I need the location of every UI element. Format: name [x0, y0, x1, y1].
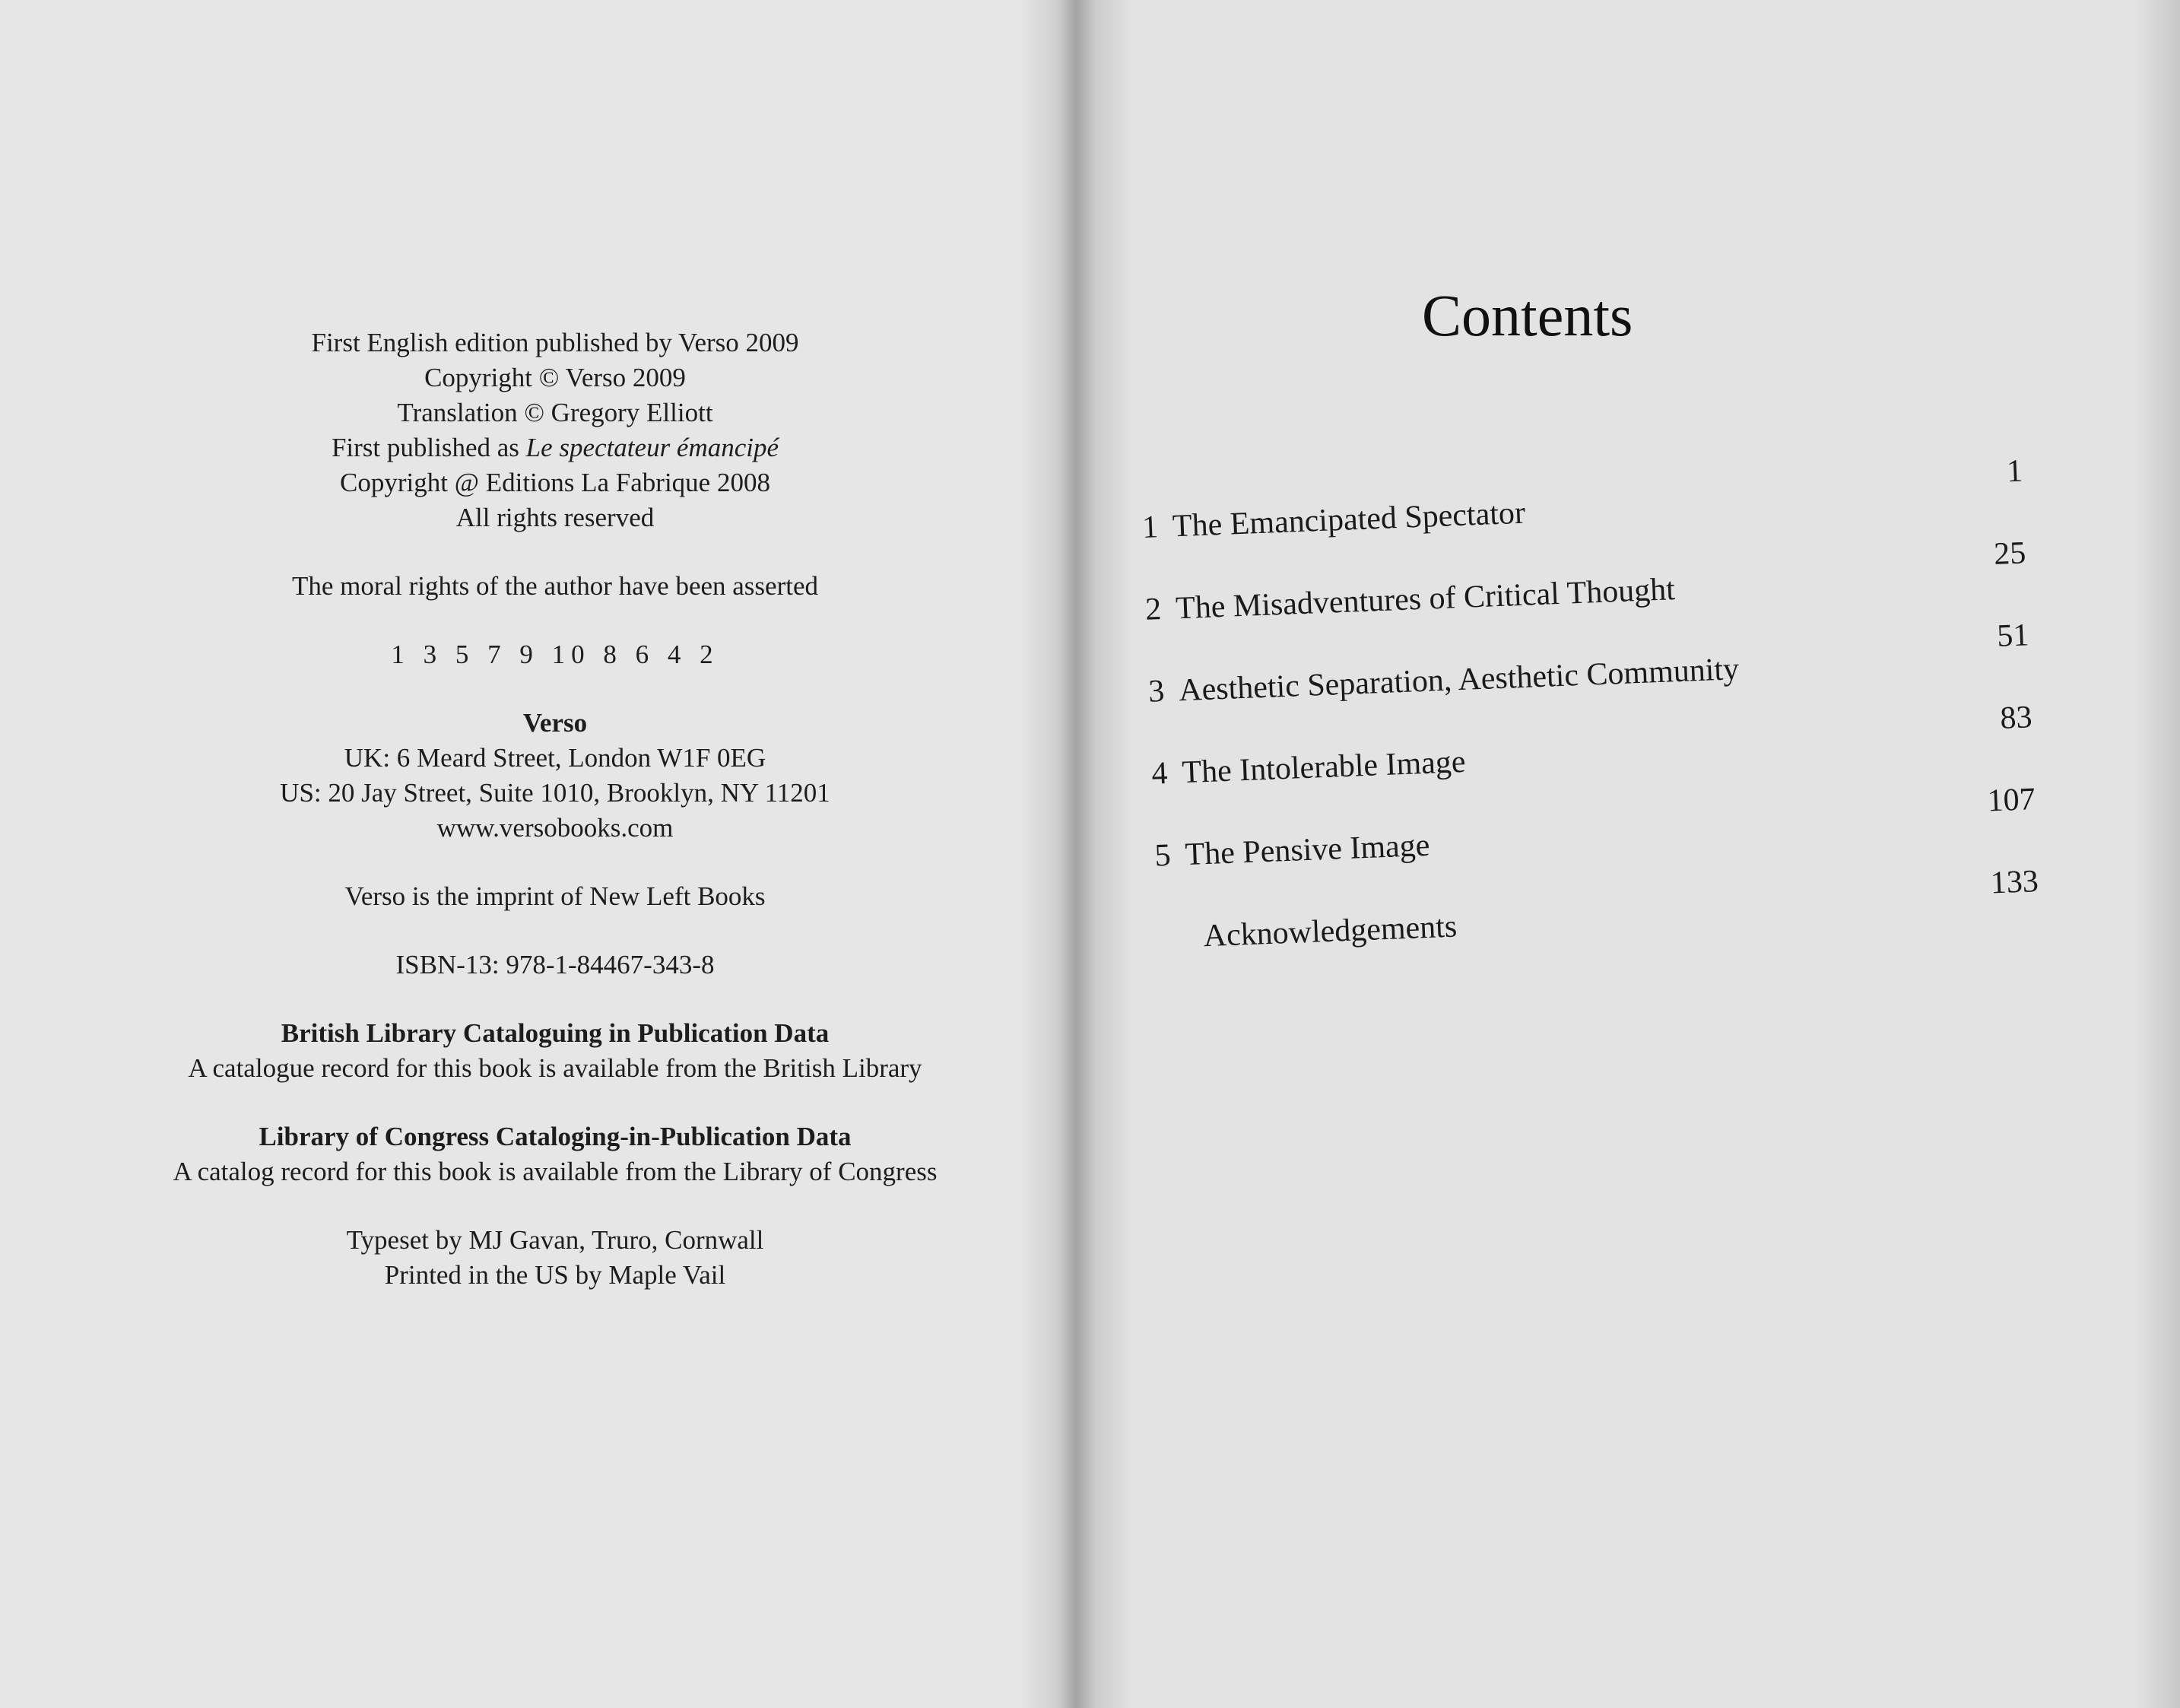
printing-line-block: [99, 637, 1011, 672]
toc-entry-page: 1: [2006, 453, 2023, 490]
isbn-block: [99, 948, 1011, 983]
website: www.versobooks.com: [436, 813, 674, 843]
toc-entry-title: The Emancipated Spectator: [1172, 495, 1526, 544]
moral-rights-block: [99, 569, 1011, 604]
typeset-line: Typeset by MJ Gavan, Truro, Cornwall: [346, 1225, 764, 1255]
imprint-note-block: [99, 879, 1011, 914]
loc-heading: Library of Congress Cataloging-in-Publication Data: [259, 1122, 852, 1151]
toc-entry-number: 2: [1144, 592, 1163, 627]
publisher-name: Verso: [522, 708, 588, 738]
printing-line: 1 3 5 7 9 10 8 6 4 2: [391, 640, 719, 669]
edition-block: [99, 325, 1011, 535]
first-published-line: [99, 430, 1011, 465]
toc-entry-title: The Misadventures of Critical Thought: [1175, 572, 1676, 627]
toc-entry-title: The Pensive Image: [1184, 827, 1431, 873]
printed-line: Printed in the US by Maple Vail: [384, 1260, 726, 1290]
toc-entry-page: 51: [1996, 617, 2030, 654]
toc-entry-page: 25: [1993, 535, 2027, 572]
copyright-line: Copyright © Verso 2009: [424, 363, 686, 392]
contents-title: Contents: [1422, 282, 1633, 348]
production-block: [99, 1223, 1011, 1293]
bl-heading: British Library Cataloguing in Publication Data: [281, 1018, 830, 1048]
publisher-block: [99, 706, 1011, 846]
isbn: ISBN-13: 978-1-84467-343-8: [395, 950, 715, 979]
copyright-page: [0, 0, 1057, 1708]
first-published-prefix: First published as: [331, 433, 526, 462]
toc-entry-number: 1: [1141, 510, 1159, 545]
toc-entry-page: 83: [1999, 700, 2033, 736]
address-us: US: 20 Jay Street, Suite 1010, Brooklyn, NY 11201: [280, 778, 830, 808]
toc-entry-title: Acknowledgements: [1202, 909, 1458, 954]
toc-entry-page: 107: [1986, 782, 2036, 819]
imprint-note: Verso is the imprint of New Left Books: [344, 881, 766, 911]
british-library-block: [99, 1016, 1011, 1086]
toc-entry-title: Aesthetic Separation, Aesthetic Community: [1178, 651, 1740, 709]
toc-entry-title: The Intolerable Image: [1181, 744, 1467, 791]
toc-entry-number: 4: [1150, 755, 1169, 792]
translation-line: Translation © Gregory Elliott: [397, 398, 713, 427]
toc-entry-number: 3: [1147, 674, 1166, 710]
address-uk: UK: 6 Meard Street, London W1F 0EG: [344, 743, 766, 773]
table-of-contents: [1141, 452, 2041, 979]
moral-rights-line: The moral rights of the author have been asserted: [292, 571, 818, 601]
toc-entry-page: 133: [1989, 864, 2039, 901]
bl-text: A catalogue record for this book is available from the British Library: [188, 1053, 922, 1083]
page-edge-shadow: [2134, 0, 2180, 1708]
copyright-fr-line: Copyright @ Editions La Fabrique 2008: [340, 468, 770, 497]
loc-text: A catalog record for this book is available from the Library of Congress: [173, 1157, 938, 1186]
library-of-congress-block: [99, 1119, 1011, 1189]
edition-line: First English edition published by Verso 2009: [311, 328, 799, 357]
rights-line: All rights reserved: [455, 503, 655, 532]
toc-entry-number: 5: [1153, 837, 1172, 874]
imprint-block: [99, 325, 1011, 1326]
toc-entry-number: [1157, 919, 1188, 920]
original-title: Le spectateur émancipé: [525, 433, 779, 462]
